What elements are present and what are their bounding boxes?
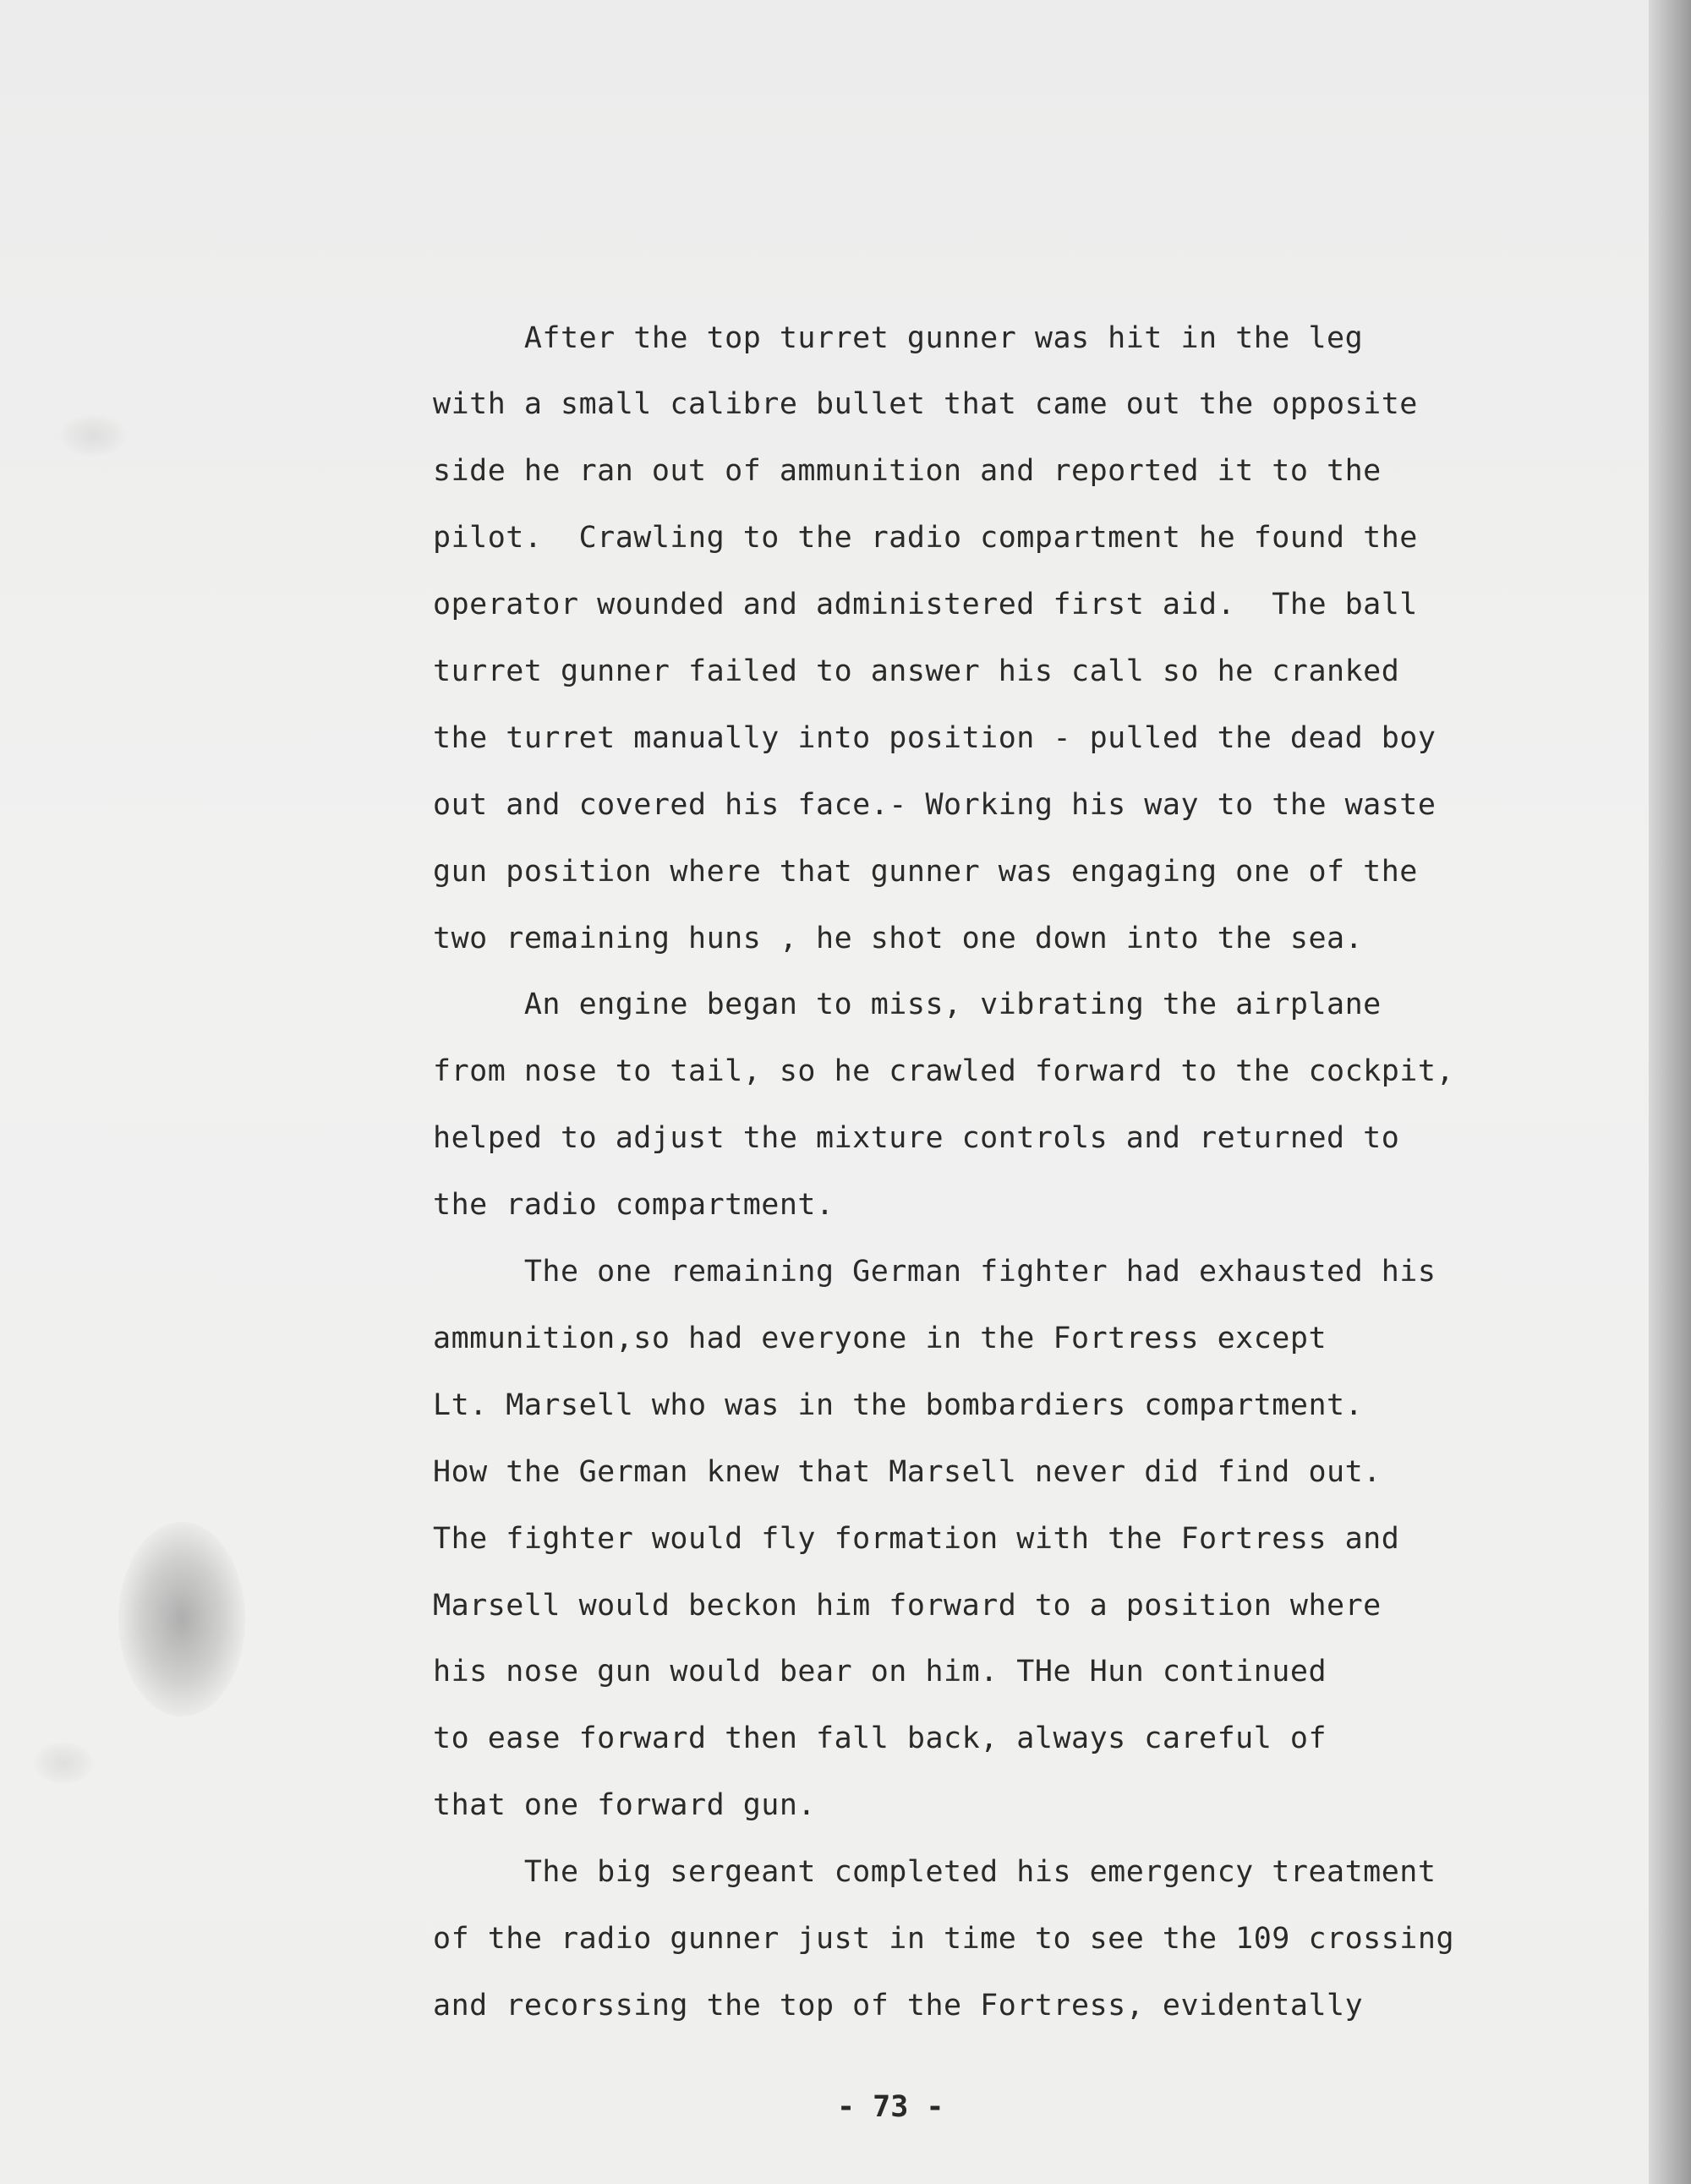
faint-mark (59, 414, 127, 457)
text-line: the turret manually into position - pulled the dead boy (433, 721, 1437, 755)
text-line: Lt. Marsell who was in the bombardiers compartment. (433, 1388, 1364, 1422)
text-line: The fighter would fly formation with the Fortress and (433, 1522, 1400, 1556)
page-number: - 73 - (837, 2090, 944, 2124)
text-line: to ease forward then fall back, always careful of (433, 1721, 1327, 1755)
text-line: with a small calibre bullet that came out the opposite (433, 387, 1418, 421)
text-line: operator wounded and administered first aid. The ball (433, 588, 1418, 621)
text-line: helped to adjust the mixture controls and returned to (433, 1121, 1400, 1155)
text-line: The one remaining German fighter had exhausted his (433, 1255, 1437, 1289)
text-line: turret gunner failed to answer his call so he cranked (433, 654, 1400, 688)
text-line: The big sergeant completed his emergency treatment (433, 1855, 1437, 1889)
text-line: and recorssing the top of the Fortress, evidentally (433, 1989, 1364, 2023)
ink-smudge (118, 1522, 245, 1716)
text-line: two remaining huns , he shot one down into the sea. (433, 922, 1364, 955)
scan-edge-shadow (1649, 0, 1691, 2184)
text-line: the radio compartment. (433, 1188, 835, 1222)
text-line: After the top turret gunner was hit in the leg (433, 321, 1364, 355)
text-line: gun position where that gunner was engaging one of the (433, 855, 1418, 889)
text-line: out and covered his face.- Working his way to the waste (433, 788, 1437, 822)
text-line: from nose to tail, so he crawled forward to the cockpit, (433, 1054, 1455, 1088)
text-line: Marsell would beckon him forward to a position where (433, 1589, 1382, 1623)
text-line: How the German knew that Marsell never did find out. (433, 1455, 1382, 1489)
text-line: side he ran out of ammunition and reported it to the (433, 454, 1382, 488)
text-line: his nose gun would bear on him. THe Hun continued (433, 1655, 1327, 1689)
text-line: that one forward gun. (433, 1788, 817, 1822)
text-line: of the radio gunner just in time to see the 109 crossing (433, 1922, 1455, 1956)
text-line: An engine began to miss, vibrating the airplane (433, 988, 1382, 1021)
text-line: pilot. Crawling to the radio compartment he found the (433, 521, 1418, 555)
faint-mark (34, 1742, 93, 1784)
text-line: ammunition,so had everyone in the Fortress except (433, 1322, 1327, 1355)
